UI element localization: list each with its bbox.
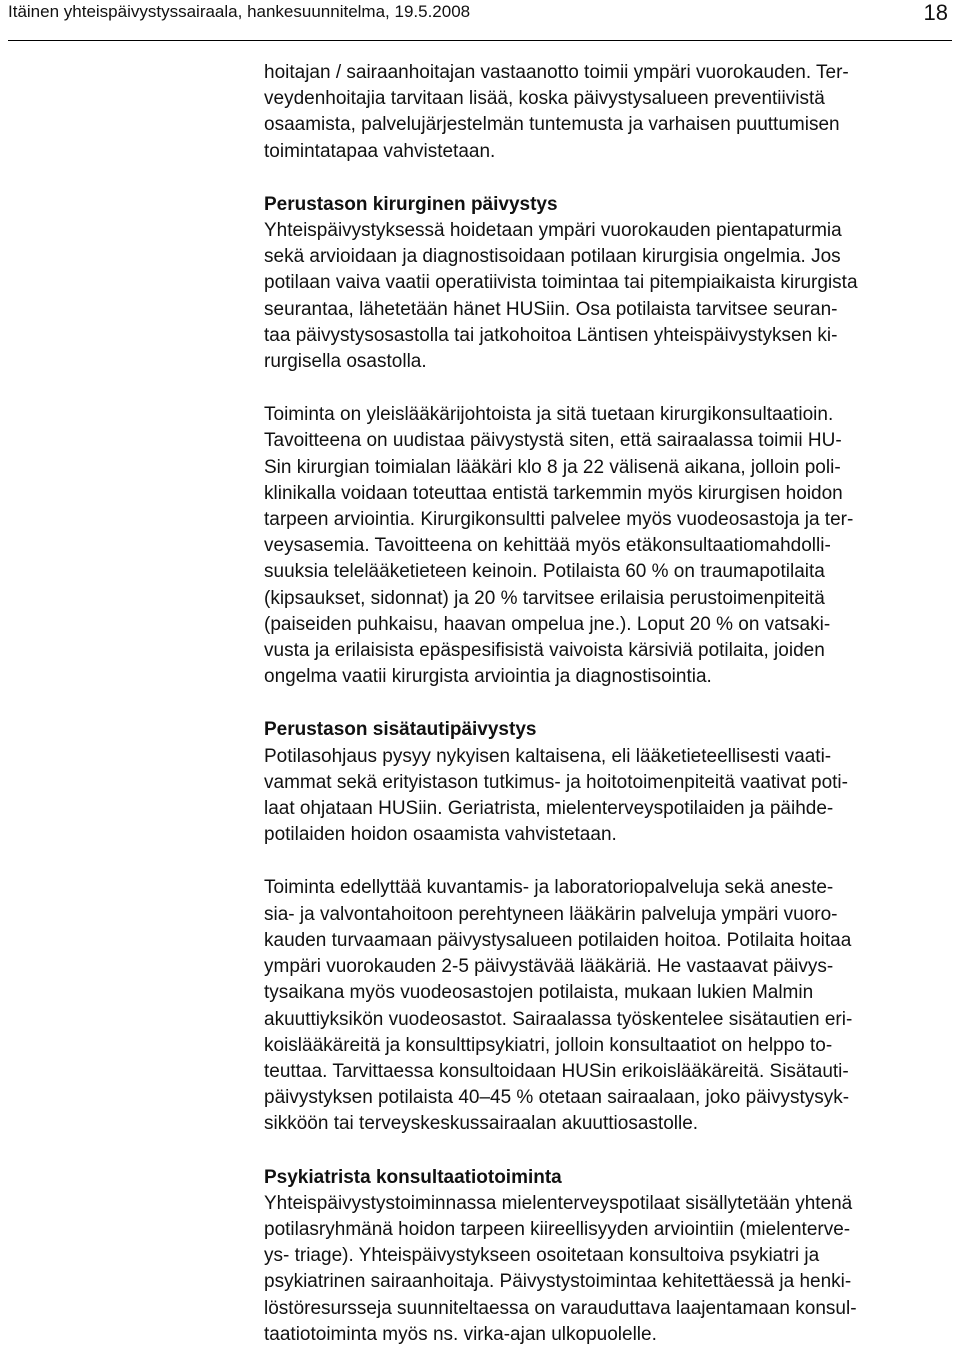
document-body <box>264 60 956 1348</box>
text-line: (paiseiden puhkaisu, haavan ompelua jne.). Loput 20 % on vatsaki- <box>264 613 831 635</box>
text-line: ympäri vuorokauden 2-5 päivystävää lääkäriä. He vastaavat päivys- <box>264 956 834 978</box>
text-line: Toiminta on yleislääkärijohtoista ja sitä tuetaan kirurgikonsultaatioin. <box>264 404 834 426</box>
paragraph-gap <box>264 375 956 402</box>
text-line: hoitajan / sairaanhoitajan vastaanotto toimii ympäri vuorokauden. Ter- <box>264 62 849 83</box>
paragraph-gap <box>264 165 956 192</box>
text-line: kauden turvaamaan päivystysalueen potilaiden hoitoa. Potilaita hoitaa <box>264 929 852 951</box>
text-line: veydenhoitajia tarvitaan lisää, koska päivystysalueen preventiivistä <box>264 88 825 110</box>
text-line: Toiminta edellyttää kuvantamis- ja laboratoriopalveluja sekä aneste- <box>264 877 834 899</box>
text-line: teuttaa. Tarvittaessa konsultoidaan HUSin erikoislääkäreitä. Sisätauti- <box>264 1060 849 1082</box>
text-line: Potilasohjaus pysyy nykyisen kaltaisena, eli lääketieteellisesti vaati- <box>264 745 832 767</box>
page-header <box>8 0 952 41</box>
text-line: suuksia telelääketieteen keinoin. Potilaista 60 % on traumapotilaita <box>264 561 825 583</box>
text-line: vammat sekä erityistason tutkimus- ja hoitotoimenpiteitä vaativat poti- <box>264 771 848 793</box>
text-line: taa päivystysosastolla tai jatkohoitoa Läntisen yhteispäivystyksen ki- <box>264 324 838 346</box>
paragraph-gap <box>264 848 956 875</box>
text-line: taatiotoiminta myös ns. virka-ajan ulkopuolelle. <box>264 1323 657 1345</box>
paragraph <box>264 60 956 165</box>
text-line: ongelma vaatii kirurgista arviointia ja diagnostisointia. <box>264 666 712 688</box>
text-line: veysasemia. Tavoitteena on kehittää myös etäkonsultaatiomahdolli- <box>264 535 831 557</box>
text-line: potilaiden hoidon osaamista vahvistetaan. <box>264 824 617 846</box>
text-line: (kipsaukset, sidonnat) ja 20 % tarvitsee erilaisia perustoimenpiteitä <box>264 587 825 609</box>
text-line: Yhteispäivystyksessä hoidetaan ympäri vuorokauden pientapaturmia <box>264 220 842 242</box>
text-line: laat ohjataan HUSiin. Geriatrista, mielenterveyspotilaiden ja päihde- <box>264 798 834 820</box>
paragraph-gap <box>264 690 956 717</box>
section-heading: Perustason kirurginen päivystys <box>264 193 558 215</box>
document-title: Itäinen yhteispäivystyssairaala, hankesuunnitelma, 19.5.2008 <box>8 2 471 21</box>
text-line: osaamista, palvelujärjestelmän tuntemusta ja varhaisen puuttumisen <box>264 114 840 136</box>
text-line: toimintatapaa vahvistetaan. <box>264 140 496 162</box>
text-line: sekä arvioidaan ja diagnostisoidaan potilaan kirurgisia ongelmia. Jos <box>264 246 841 268</box>
section-heading: Perustason sisätautipäivystys <box>264 719 537 741</box>
page-number: 18 <box>923 0 948 25</box>
paragraph <box>264 402 956 690</box>
text-line: Tavoitteena on uudistaa päivystystä siten, että sairaalassa toimii HU- <box>264 430 842 452</box>
section-heading: Psykiatrista konsultaatiotoiminta <box>264 1166 562 1188</box>
text-line: tarpeen arviointia. Kirurgikonsultti palvelee myös vuodeosastoja ja ter- <box>264 509 854 531</box>
text-line: vusta ja erilaisista epäspesifisistä vaivoista kärsiviä potilaita, joiden <box>264 640 825 662</box>
text-line: akuuttiyksikön vuodeosastot. Sairaalassa työskentelee sisätautien eri- <box>264 1008 853 1030</box>
paragraph-gap <box>264 1138 956 1165</box>
text-line: potilasryhmänä hoidon tarpeen kiireellisyyden arviointiin (mielenterve- <box>264 1218 851 1240</box>
text-line: psykiatrinen sairaanhoitaja. Päivystystoimintaa kehitettäessä ja henki- <box>264 1271 852 1293</box>
text-line: potilaan vaiva vaatii operatiivista toimintaa tai pitempiaikaista kirurgista <box>264 272 858 294</box>
text-line: klinikalla voidaan toteuttaa entistä tarkemmin myös kirurgisen hoidon <box>264 482 843 504</box>
section <box>264 192 956 375</box>
text-line: rurgisella osastolla. <box>264 351 427 373</box>
text-line: koislääkäreitä ja konsulttipsykiatri, jolloin konsultaatiot on helppo to- <box>264 1034 833 1056</box>
text-line: Sin kirurgian toimialan lääkäri klo 8 ja 22 välisenä aikana, jolloin poli- <box>264 456 841 478</box>
text-line: päivystyksen potilaista 40–45 % otetaan sairaalaan, joko päivystysyk- <box>264 1087 850 1109</box>
text-line: tysaikana myös vuodeosastojen potilaista, mukaan lukien Malmin <box>264 982 814 1004</box>
text-line: ys- triage). Yhteispäivystykseen osoitetaan konsultoiva psykiatri ja <box>264 1245 820 1267</box>
section <box>264 1165 956 1348</box>
section <box>264 717 956 848</box>
paragraph <box>264 875 956 1137</box>
text-line: Yhteispäivystystoiminnassa mielenterveyspotilaat sisällytetään yhtenä <box>264 1192 853 1214</box>
text-line: sia- ja valvontahoitoon perehtyneen lääkärin palveluja ympäri vuoro- <box>264 903 838 925</box>
text-line: löstöresursseja suunniteltaessa on varauduttava laajentamaan konsul- <box>264 1297 857 1319</box>
text-line: seurantaa, lähetetään hänet HUSiin. Osa potilaista tarvitsee seuran- <box>264 298 838 320</box>
text-line: sikköön tai terveyskeskussairaalan akuuttiosastolle. <box>264 1113 699 1135</box>
